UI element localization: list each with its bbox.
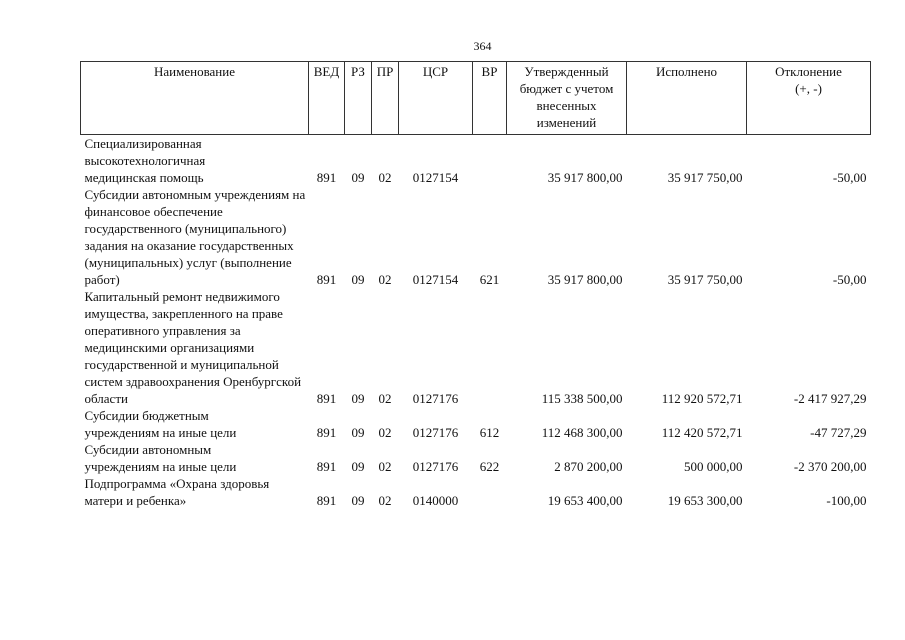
- table-row: [81, 288, 871, 407]
- row-vr: [473, 135, 507, 187]
- row-rz: 09: [351, 493, 365, 508]
- row-executed: 500 000,00: [684, 459, 743, 474]
- row-approved: 35 917 800,00: [547, 272, 623, 287]
- row-pr: 02: [378, 425, 392, 440]
- table-row: [81, 407, 871, 441]
- table-row: [81, 135, 871, 187]
- row-vr: 621: [479, 272, 500, 287]
- row-deviation: -50,00: [832, 170, 867, 185]
- row-approved: 115 338 500,00: [541, 391, 623, 406]
- row-csr: 0127154: [412, 170, 459, 185]
- row-deviation: -100,00: [826, 493, 867, 508]
- row-approved: 2 870 200,00: [554, 459, 623, 474]
- row-vr: [473, 475, 507, 509]
- row-approved: 19 653 400,00: [547, 493, 623, 508]
- page-number: 364: [473, 39, 492, 53]
- row-pr: 02: [378, 170, 392, 185]
- row-executed: 35 917 750,00: [667, 272, 743, 287]
- table-header: [81, 62, 871, 135]
- row-pr: 02: [378, 272, 392, 287]
- row-vr: 612: [479, 425, 500, 440]
- row-ved: 891: [316, 272, 337, 287]
- row-pr: 02: [378, 391, 392, 406]
- row-deviation: -47 727,29: [810, 425, 867, 440]
- row-deviation: -2 417 927,29: [793, 391, 867, 406]
- table-row: [81, 475, 871, 509]
- row-name: Субсидии бюджетным учреждениям на иные цели: [84, 408, 237, 440]
- row-deviation: -50,00: [832, 272, 867, 287]
- row-rz: 09: [351, 170, 365, 185]
- row-name: Специализированная высокотехнологичная медицинская помощь: [84, 136, 206, 185]
- header-name: Наименование: [81, 62, 309, 135]
- row-rz: 09: [351, 459, 365, 474]
- header-executed: Исполнено: [627, 62, 747, 135]
- row-ved: 891: [316, 425, 337, 440]
- row-approved: 35 917 800,00: [547, 170, 623, 185]
- row-csr: 0127176: [412, 425, 459, 440]
- row-csr: 0127176: [412, 391, 459, 406]
- row-ved: 891: [316, 493, 337, 508]
- header-ved: ВЕД: [309, 62, 345, 135]
- row-pr: 02: [378, 493, 392, 508]
- row-rz: 09: [351, 391, 365, 406]
- header-deviation: Отклонение (+, -): [747, 62, 871, 135]
- row-deviation: -2 370 200,00: [793, 459, 867, 474]
- row-name: Капитальный ремонт недвижимого имущества, закрепленного на праве оперативного управления за медицинскими организациями государственной и муниципальной систем здравоохранения Оренбургской области: [84, 289, 302, 406]
- row-csr: 0127176: [412, 459, 459, 474]
- header-rz: РЗ: [345, 62, 372, 135]
- row-executed: 19 653 300,00: [667, 493, 743, 508]
- row-executed: 112 920 572,71: [661, 391, 743, 406]
- row-csr: 0127154: [412, 272, 459, 287]
- row-ved: 891: [316, 459, 337, 474]
- row-pr: 02: [378, 459, 392, 474]
- table-row: [81, 441, 871, 475]
- row-csr: 0140000: [412, 493, 459, 508]
- row-name: Субсидии автономным учреждениям на иные цели: [84, 442, 237, 474]
- row-executed: 112 420 572,71: [661, 425, 743, 440]
- header-approved: Утвержденный бюджет с учетом внесенных изменений: [507, 62, 627, 135]
- table-body: [81, 135, 871, 510]
- row-ved: 891: [316, 391, 337, 406]
- row-rz: 09: [351, 425, 365, 440]
- row-name: Подпрограмма «Охрана здоровья матери и ребенка»: [84, 476, 270, 508]
- row-ved: 891: [316, 170, 337, 185]
- row-rz: 09: [351, 272, 365, 287]
- row-approved: 112 468 300,00: [541, 425, 623, 440]
- row-executed: 35 917 750,00: [667, 170, 743, 185]
- row-vr: [473, 288, 507, 407]
- header-vr: ВР: [473, 62, 507, 135]
- budget-table: [80, 61, 871, 509]
- header-pr: ПР: [372, 62, 399, 135]
- row-name: Субсидии автономным учреждениям на финансовое обеспечение государственного (муниципального) задания на оказание государственных (муниципальных) услуг (выполнение работ): [84, 187, 306, 287]
- row-vr: 622: [479, 459, 500, 474]
- header-csr: ЦСР: [399, 62, 473, 135]
- table-row: [81, 186, 871, 288]
